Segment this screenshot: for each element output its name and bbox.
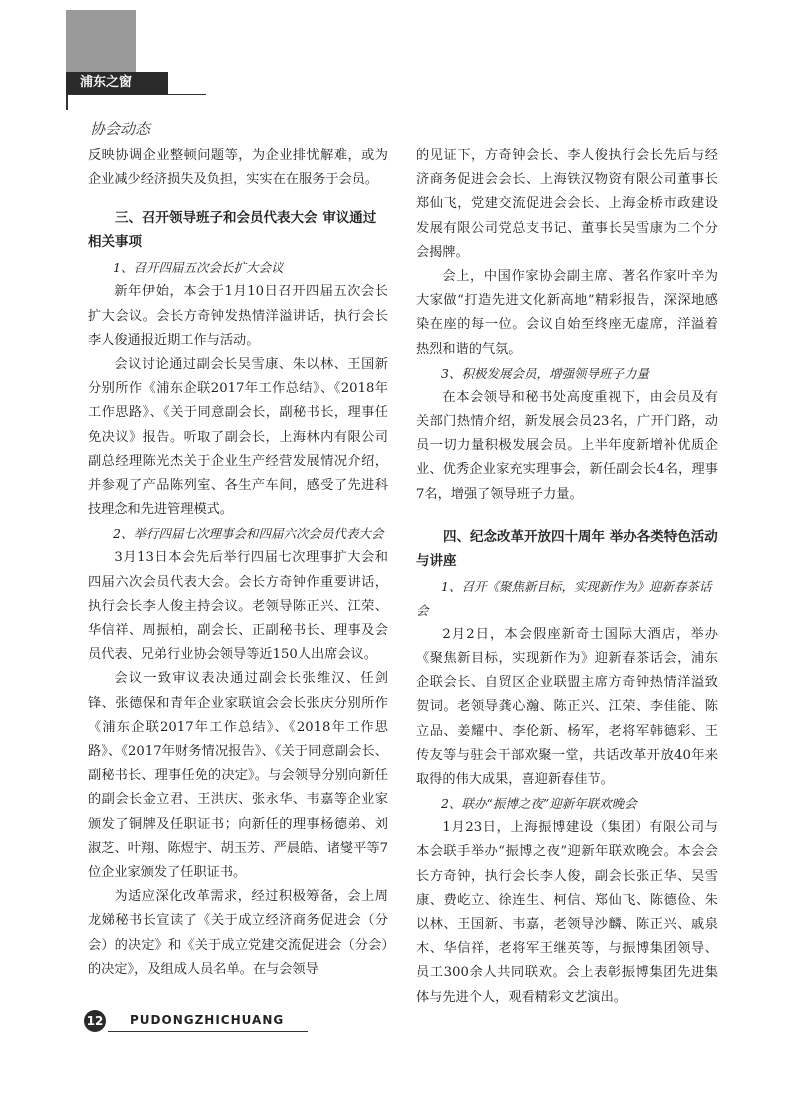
paragraph: 新年伊始，本会于1月10日召开四届五次会长扩大会议。会长方奇钟发热情洋溢讲话，执行会长李人俊通报近期工作与活动。 [88,284,388,348]
paragraph: 3月13日本会先后举行四届七次理事扩大会和四届六次会员代表大会。会长方奇钟作重要讲话，执行会长李人俊主持会议。老领导陈正兴、江荣、华信祥、周振柏，副会长、正副秘书长、理事及会员代表、兄弟行业协会领导等近150人出席会议。 [88,550,388,663]
section-heading: 三、召开领导班子和会员代表大会 审议通过相关事项 [88,210,377,251]
subheading: 2、举行四届七次理事会和四届六次会员代表大会 [113,526,384,542]
paragraph: 在本会领导和秘书处高度重视下，由会员及有关部门热情介绍，新发展会员23名，广开门路，动员一切力量积极发展会员。上半年度新增补优质企业、优秀企业家充实理事会，新任副会长4名，理事7名，增强了领导班子力量。 [416,389,718,502]
subheading: 2、联办“振博之夜”迎新年联欢晚会 [441,796,637,812]
paragraph: 会上，中国作家协会副主席、著名作家叶辛为大家做“打造先进文化新高地”精彩报告，深深地感染在座的每一位。会议自始至终座无虚席，洋溢着热烈和谐的气氛。 [416,269,718,357]
header-decoration [66,10,136,72]
subheading: 1、召开四届五次会长扩大会议 [113,260,284,276]
paragraph: 的见证下，方奇钟会长、李人俊执行会长先后与经济商务促进会会长、上海铁汉物资有限公司董事长郑仙飞，党建交流促进会会长、上海金桥市政建设发展有限公司党总支书记、董事长吴雪康为二个分会揭牌。 [416,148,718,260]
page-number: 12 [84,1010,106,1032]
paragraph: 为适应深化改革需求，经过积极筹备，会上周龙娣秘书长宣读了《关于成立经济商务促进会（分会）的决定》和《关于成立党建交流促进会（分会）的决定》，及组成人员名单。在与会领导 [88,889,388,977]
section-heading: 四、纪念改革开放四十周年 举办各类特色活动与讲座 [416,528,718,569]
section-title: 协会动态 [90,120,151,138]
paragraph: 1月23日，上海振博建设（集团）有限公司与本会联手举办“振博之夜”迎新年联欢晚会。本会会长方奇钟，执行会长李人俊，副会长张正华、吴雪康、费屹立、徐连生、柯信、郑仙飞、陈德俭、朱以林、王国新、韦嘉，老领导沙麟、陈正兴、戚泉木、华信祥，老将军王继英等，与振博集团领导、员工300余人共同联欢。会上表彰振博集团先进集体与先进个人，观看精彩文艺演出。 [416,820,718,1005]
column-badge: 浦东之窗 [66,72,168,94]
subheading: 3、积极发展会员，增强领导班子力量 [441,365,649,381]
left-column [88,144,388,982]
journal-name: PUDONGZHICHUANG [130,1013,285,1027]
header-rule [66,94,206,95]
right-column [416,144,718,1010]
subheading: 1、召开《聚焦新目标，实现新作为》迎新春茶话会 [416,578,712,618]
footer-rule [108,1031,308,1032]
paragraph: 会议讨论通过副会长吴雪康、朱以林、王国新分别所作《浦东企联2017年工作总结》、《2018年工作思路》、《关于同意副会长，副秘书长，理事任免决议》报告。听取了副会长，上海林内有限公司副总经理陈光杰关于企业生产经营发展情况介绍，并参观了产品陈列室、各生产车间，感受了先进科技理念和先进管理模式。 [88,357,388,518]
paragraph: 反映协调企业整顿问题等，为企业排忧解难，或为企业减少经济损失及负担，实实在在服务于会员。 [88,148,388,188]
paragraph: 2月2日，本会假座新奇士国际大酒店，举办《聚焦新目标，实现新作为》迎新春茶话会，浦东企联会长、自贸区企业联盟主席方奇钟热情洋溢致贺词。老领导龚心瀚、陈正兴、江荣、李佳能、陈立品、姜耀中、李伦新、杨军，老将军韩德彩、王传友等与驻会干部欢聚一堂，共话改革开放40年来取得的伟大成果，喜迎新春佳节。 [416,626,718,788]
paragraph: 会议一致审议表决通过副会长张维汉、任剑锋、张德保和青年企业家联谊会会长张庆分别所作《浦东企联2017年工作总结》、《2018年工作思路》、《2017年财务情况报告》、《关于同意副会长、副秘书长、理事任免的决定》。与会领导分别向新任的副会长金立君、王洪庆、张永华、韦嘉等企业家颁发了铜牌及任职证书；向新任的理事杨德弟、刘淑芝、叶翔、陈煜宇、胡玉芳、严晨皓、诸燮平等7位企业家颁发了任职证书。 [88,671,388,881]
